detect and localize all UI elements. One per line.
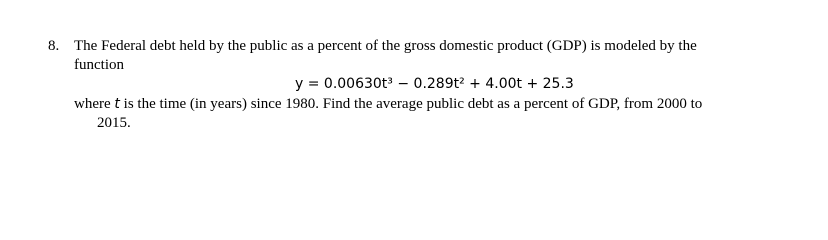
problem-text-line-1: The Federal debt held by the public as a percent of the gross domestic product (GDP) is modeled by the — [74, 38, 697, 54]
problem-text-line-4 — [74, 95, 702, 113]
time-variable: t — [114, 96, 120, 112]
line-4-suffix: is the time (in years) since 1980. Find the average public debt as a percent of GDP, from 2000 to — [119, 96, 703, 112]
model-equation: y = 0.00630t³ − 0.289t² + 4.00t + 25.3 — [295, 76, 574, 92]
problem-text-line-5: 2015. — [97, 115, 131, 131]
problem-number: 8. — [48, 38, 60, 54]
line-4-prefix: where — [74, 96, 115, 112]
problem-text-line-2: function — [74, 57, 124, 73]
